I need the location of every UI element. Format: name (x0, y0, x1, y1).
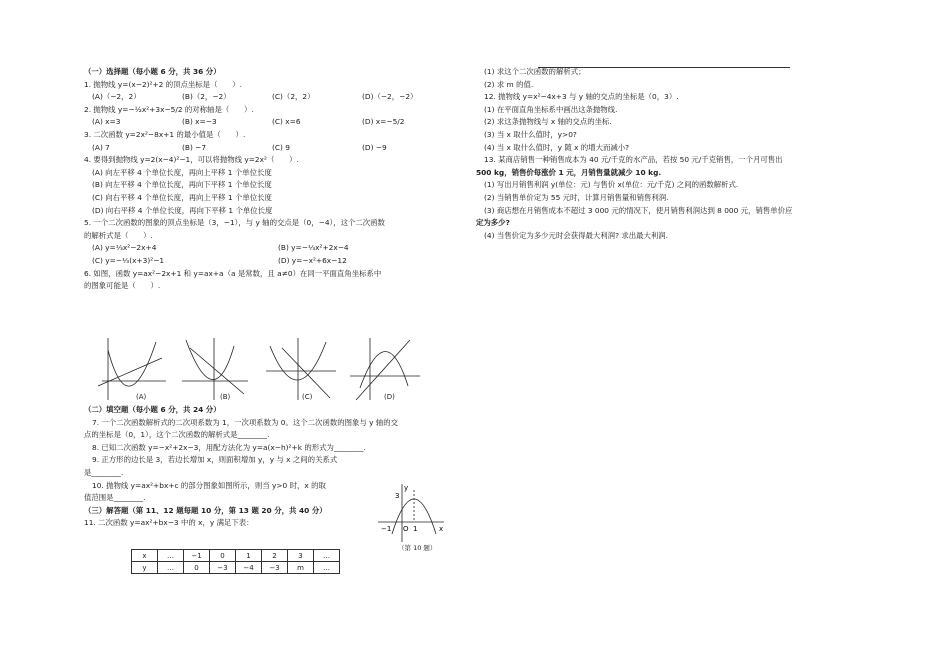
question-1: 1. 抛物线 y=(x−2)²+2 的顶点坐标是（ ）. (84, 79, 242, 89)
option-c: (C) y=−⅓(x+3)²−1 (92, 255, 165, 265)
question-13-cont: 500 kg，销售价每涨价 1 元，月销售量就减少 10 kg. (476, 167, 662, 177)
question-12-part-2: (2) 求这条抛物线与 x 轴的交点的坐标. (484, 117, 612, 127)
graph-a (98, 338, 166, 400)
question-9-cont: 是________. (84, 467, 124, 477)
option-b: (B)（2，−2） (182, 92, 231, 102)
figure-10-caption: （第 10 题） (398, 544, 437, 552)
question-10-cont: 值范围是________. (84, 493, 146, 503)
table-cell: 0 (210, 550, 236, 562)
question-5-cont: 的解析式是（ ）. (84, 230, 153, 240)
option-a: (A) 7 (92, 142, 110, 152)
question-13: 13. 某商店销售一种销售成本为 40 元/千克的水产品，若按 50 元/千克销售，一个月可售出 (484, 155, 783, 165)
table-cell: m (288, 562, 314, 574)
table-cell: −3 (210, 562, 236, 574)
left-column (84, 66, 464, 293)
question-1-options (84, 91, 464, 104)
question-2-options (84, 116, 464, 129)
table-cell: … (158, 562, 184, 574)
option-b: (B) 向左平移 4 个单位长度，再向下平移 1 个单位长度 (92, 180, 272, 190)
table-cell: … (314, 562, 340, 574)
table-cell: −3 (262, 562, 288, 574)
option-a: (A) y=⅓x²−2x+4 (92, 243, 157, 253)
question-11-part-2: (2) 求 m 的值. (484, 79, 534, 89)
question-3: 3. 二次函数 y=2x²−8x+1 的最小值是（ ）. (84, 129, 246, 139)
option-a: (A) 向左平移 4 个单位长度，再向上平移 1 个单位长度 (92, 167, 272, 177)
question-13-part-3-cont: 定为多少? (476, 218, 510, 228)
table-cell: 1 (236, 550, 262, 562)
option-d: (D) −9 (362, 142, 387, 152)
question-13-part-1: (1) 写出月销售利润 y(单位：元) 与售价 x(单位：元/千克) 之间的函数解析式. (484, 180, 739, 190)
question-12: 12. 抛物线 y=x²−4x+3 与 y 轴的交点的坐标是（0，3）. (484, 92, 679, 102)
table-cell: 0 (184, 562, 210, 574)
option-d: (D) y=−x²+6x−12 (278, 255, 347, 265)
question-4: 4. 要得到抛物线 y=2(x−4)²−1，可以将抛物线 y=2x²（ ）. (84, 155, 299, 165)
table-row (132, 550, 340, 562)
question-12-part-3: (3) 当 x 取什么值时，y>0? (484, 129, 577, 139)
figure-axis-y-label: y (404, 484, 409, 492)
section-answer-title: （三）解答题（第 11、12 题每题 10 分，第 13 题 20 分，共 40 分） (84, 505, 327, 515)
option-c: (C) x=6 (272, 117, 301, 127)
question-6-cont: 的图象可能是（ ）. (84, 281, 161, 291)
question-11-part-1: (1) 求这个二次函数的解析式； (484, 67, 586, 76)
option-b: (B) −7 (182, 142, 207, 152)
figure-label-1: 1 (413, 525, 418, 533)
question-13-part-2: (2) 当销售单价定为 55 元时，计算月销售量和销售利润. (484, 192, 669, 202)
question-9: 9. 正方形的边长是 3，若边长增加 x，则面积增加 y，y 与 x 之间的关系式 (92, 455, 338, 465)
question-10-figure (376, 482, 446, 544)
graph-label-c: (C) (302, 393, 313, 401)
section-choice-title: （一）选择题（每小题 6 分，共 36 分） (84, 67, 221, 76)
question-5-options-ab (84, 242, 464, 255)
question-2: 2. 抛物线 y=−½x²+3x−5/2 的对称轴是（ ）. (84, 104, 254, 114)
question-12-part-1: (1) 在平面直角坐标系中画出这条抛物线. (484, 104, 618, 114)
option-c: (C) 9 (272, 142, 290, 152)
question-11: 11. 二次函数 y=ax²+bx−3 中的 x，y 满足下表： (84, 518, 254, 528)
question-7: 7. 一个二次函数解析式的二次项系数为 1，一次项系数为 0。这个二次函数的图象与 y 轴的交 (92, 417, 399, 427)
figure-origin-label: O (403, 525, 409, 533)
figure-label-3: 3 (395, 492, 400, 500)
graph-d (350, 338, 420, 400)
question-8: 8. 已知二次函数 y=−x²+2x−3，用配方法化为 y=a(x−h)²+k 的形式为________. (92, 442, 366, 452)
option-b: (B) x=−3 (182, 117, 217, 127)
question-12-part-4: (4) 当 x 取什么值时，y 随 x 的增大而减小? (484, 142, 630, 152)
option-d: (D)（−2，−2） (362, 92, 418, 102)
question-5: 5. 一个二次函数的图象的顶点坐标是（3，−1），与 y 轴的交点是（0，−4），这个二次函数 (84, 218, 385, 228)
table-cell: 3 (288, 550, 314, 562)
graph-label-d: (D) (384, 393, 395, 401)
table-cell: … (314, 550, 340, 562)
right-column (476, 66, 864, 242)
option-d: (D) 向右平移 4 个单位长度，再向下平移 1 个单位长度 (92, 205, 273, 215)
table-cell: 2 (262, 550, 288, 562)
table-row (132, 562, 340, 574)
table-cell: … (158, 550, 184, 562)
question-3-options (84, 142, 464, 155)
question-6: 6. 如图，函数 y=ax²−2x+1 和 y=ax+a（a 是常数，且 a≠0）在同一平面直角坐标系中 (84, 268, 382, 278)
question-5-options-cd (84, 255, 464, 268)
option-c: (C)（2，2） (272, 92, 315, 102)
option-a: (A)（−2，2） (92, 92, 141, 102)
graph-label-b: (B) (220, 393, 231, 401)
option-b: (B) y=−⅓x²+2x−4 (278, 243, 349, 253)
question-13-part-4: (4) 当售价定为多少元时会获得最大利润? 求出最大利润. (484, 230, 669, 240)
graph-c (266, 338, 336, 400)
question-7-cont: 点的坐标是（0，1），这个二次函数的解析式是________. (84, 430, 270, 440)
table-cell: y (132, 562, 158, 574)
graph-label-a: (A) (136, 393, 147, 401)
table-cell: −1 (184, 550, 210, 562)
section-fill-title: （二）填空题（每小题 6 分，共 24 分） (84, 405, 221, 414)
question-11-table (131, 549, 340, 574)
question-13-part-3: (3) 商店想在月销售成本不超过 3 000 元的情况下，使月销售利润达到 8 000 元，销售单价应 (484, 205, 793, 215)
table-cell: x (132, 550, 158, 562)
option-c: (C) 向右平移 4 个单位长度，再向上平移 1 个单位长度 (92, 192, 272, 202)
figure-axis-x-label: x (439, 525, 444, 533)
option-a: (A) x=3 (92, 117, 121, 127)
graph-b (182, 338, 248, 400)
figure-label-minus1: −1 (381, 525, 392, 533)
table-cell: −4 (236, 562, 262, 574)
question-10: 10. 抛物线 y=ax²+bx+c 的部分图象如图所示，则当 y>0 时，x 的取 (92, 480, 326, 490)
option-d: (D) x=−5/2 (362, 117, 405, 127)
